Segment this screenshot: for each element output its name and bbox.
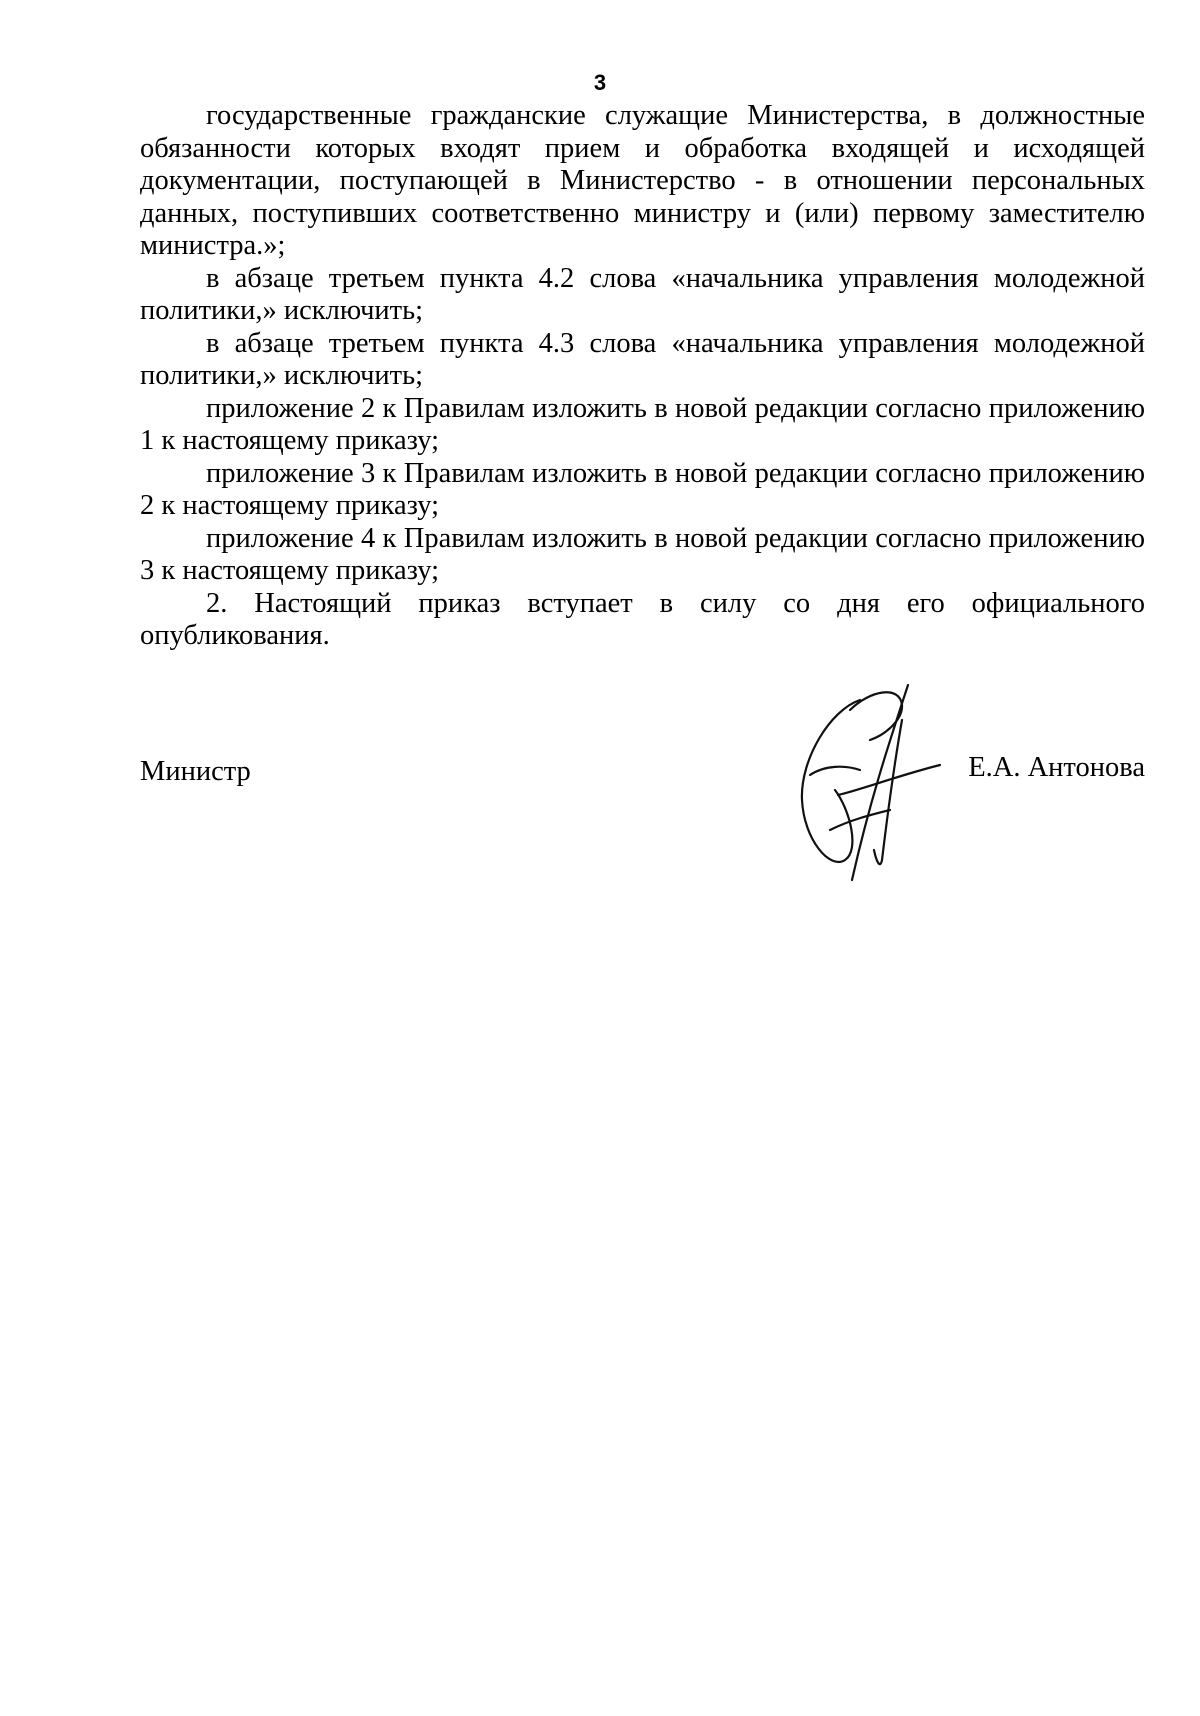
paragraph-appendix-4: приложение 4 к Правилам изложить в новой редакции согласно приложению 3 к настоящему приказу; bbox=[140, 522, 1145, 586]
paragraph-entry-into-force: 2. Настоящий приказ вступает в силу со дня его официального опубликования. bbox=[140, 587, 1145, 651]
paragraph-item-4-2: в абзаце третьем пункта 4.2 слова «начальника управления молодежной политики,» исключить; bbox=[140, 262, 1145, 326]
document-body bbox=[140, 100, 1145, 653]
signer-name: Е.А. Антонова bbox=[968, 752, 1145, 783]
paragraph-appendix-3: приложение 3 к Правилам изложить в новой редакции согласно приложению 2 к настоящему приказу; bbox=[140, 457, 1145, 521]
paragraph-appendix-2: приложение 2 к Правилам изложить в новой редакции согласно приложению 1 к настоящему приказу; bbox=[140, 392, 1145, 456]
paragraph-item-4-3: в абзаце третьем пункта 4.3 слова «начальника управления молодежной политики,» исключить; bbox=[140, 327, 1145, 391]
paragraph-officials-duties: государственные гражданские служащие Министерства, в должностные обязанности которых входят прием и обработка входящей и исходящей документации, поступающей в Министерство - в отношении персональных данных, поступивших соответственно министру и (или) первому заместителю министра.»; bbox=[140, 100, 1145, 261]
signer-position: Министр bbox=[140, 756, 251, 787]
handwritten-signature bbox=[790, 680, 970, 900]
page-number: 3 bbox=[593, 70, 607, 95]
